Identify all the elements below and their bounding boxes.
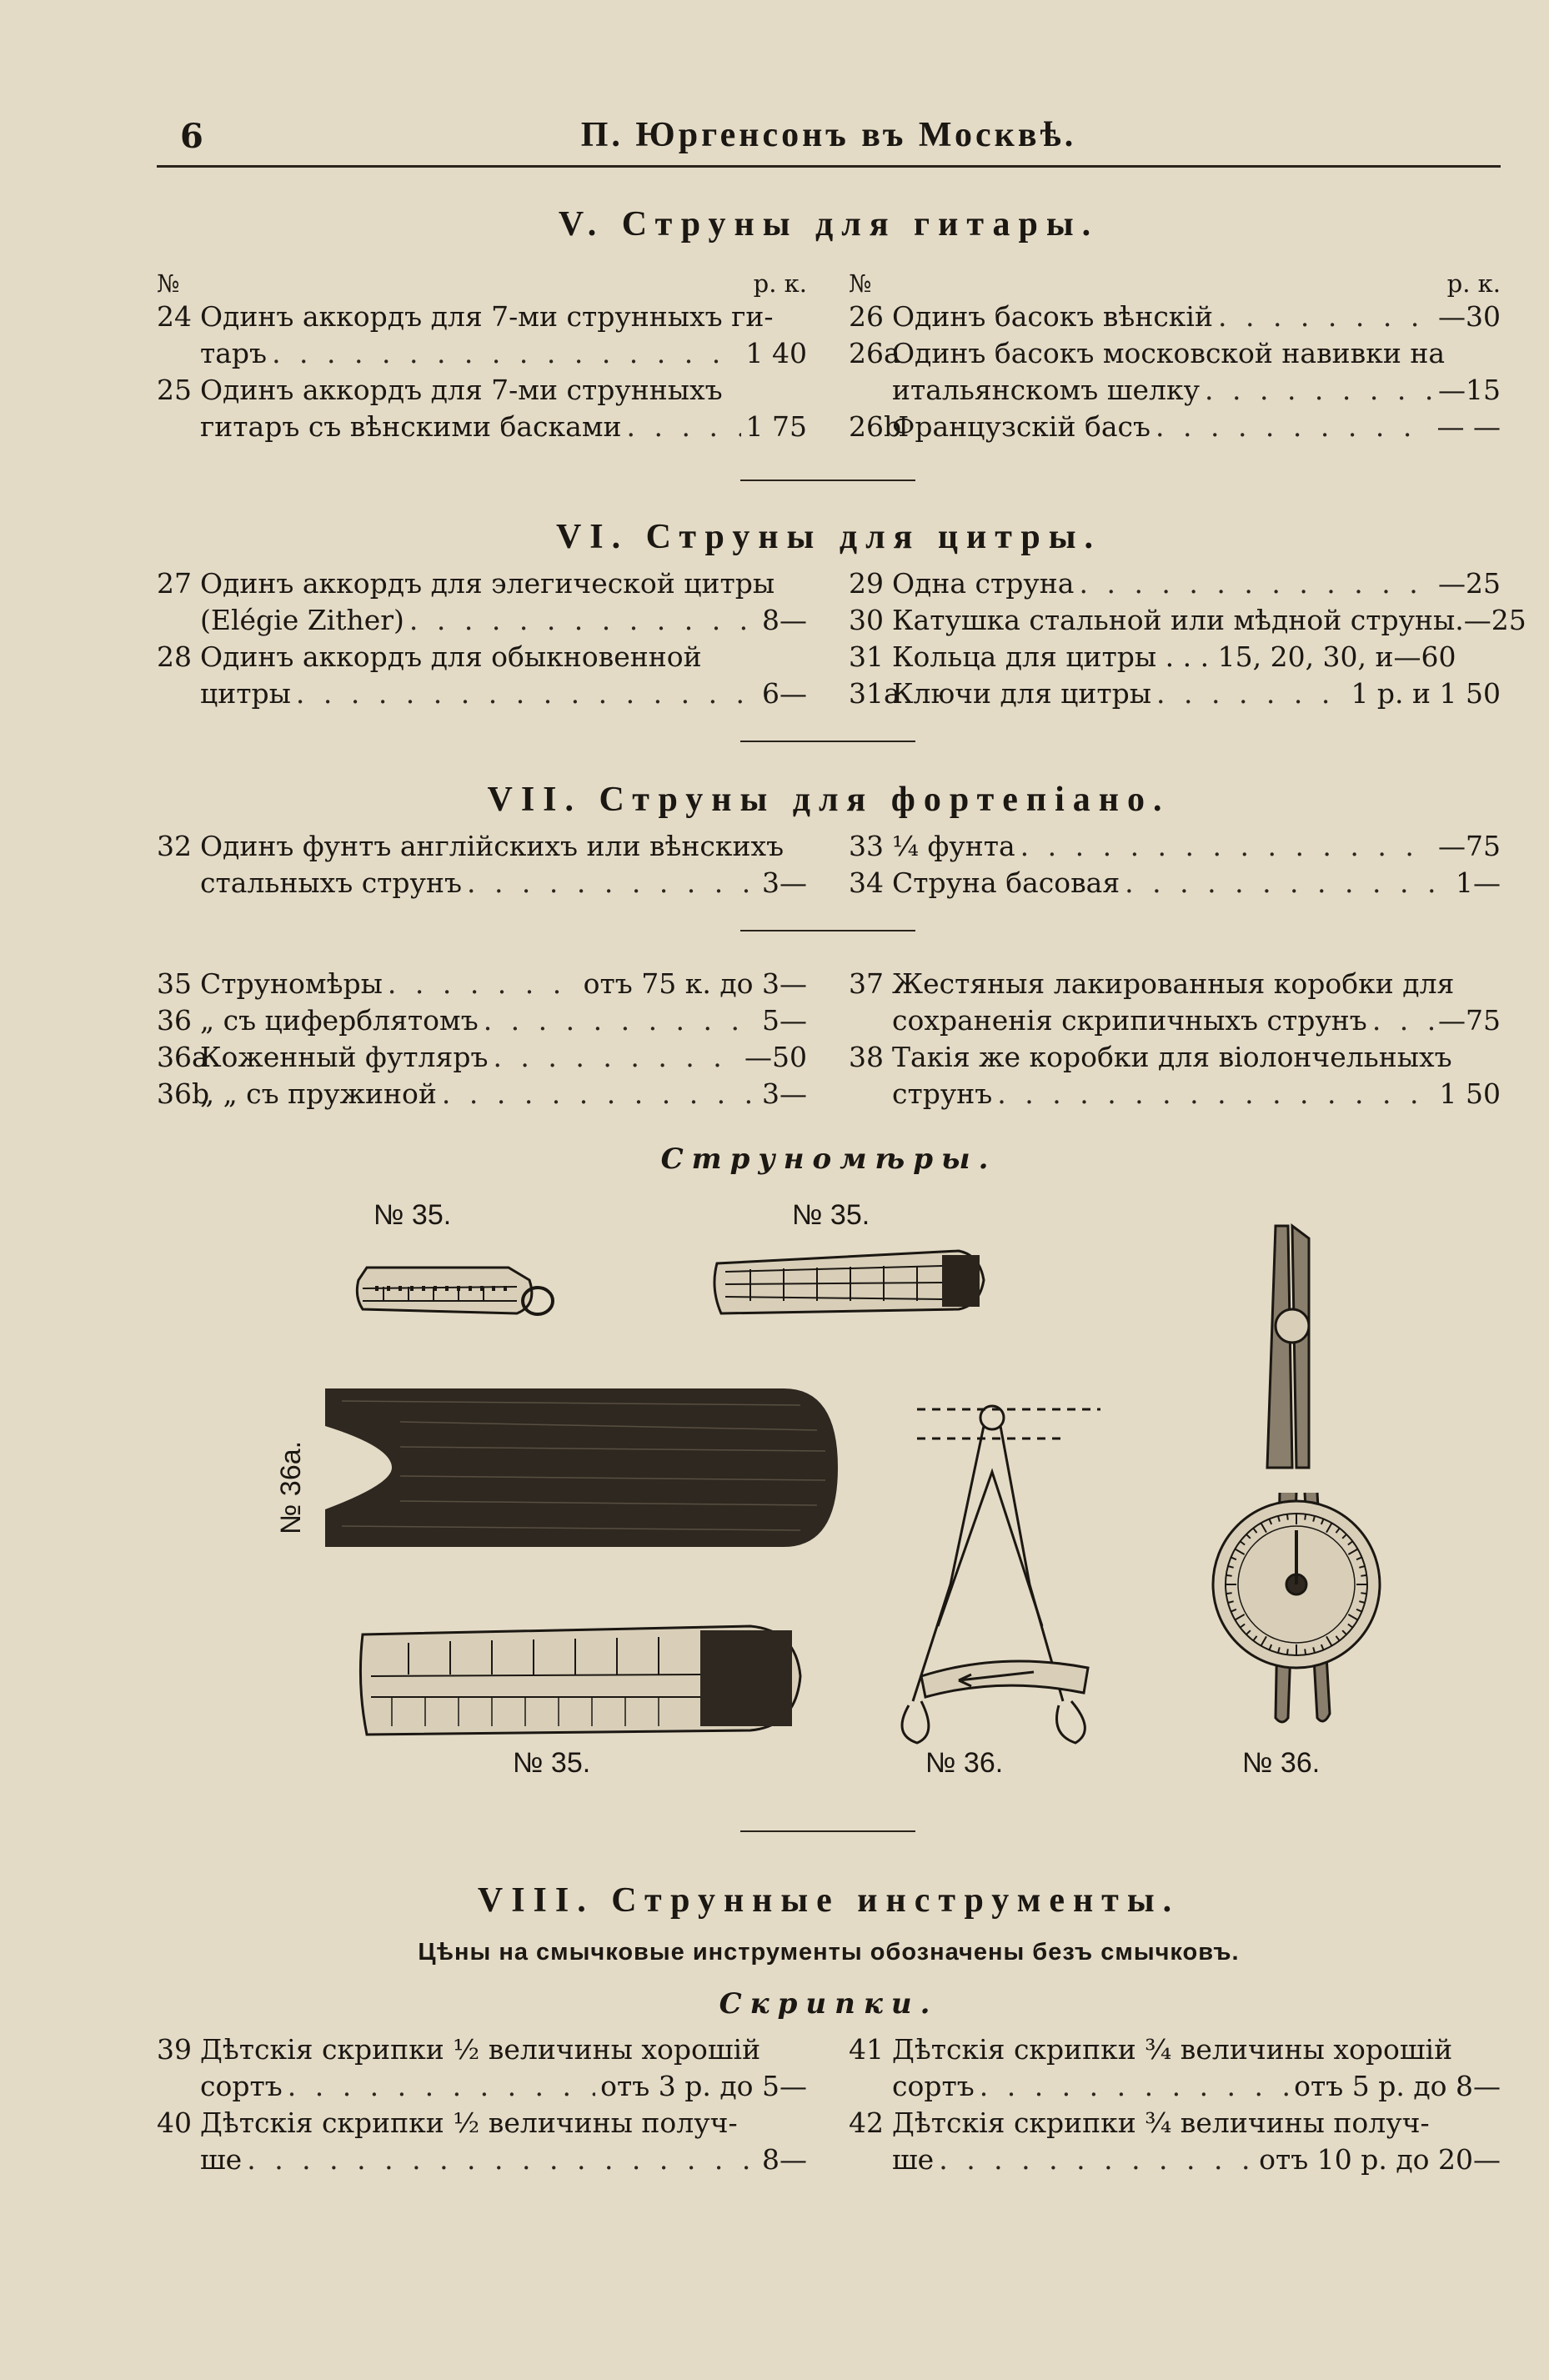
item-text: Одинъ аккордъ для элегической цитры — [200, 567, 775, 600]
item-price: отъ 75 к. до 3— — [583, 967, 807, 1000]
column-header-price: р. к. — [753, 269, 807, 298]
dial-tick — [1305, 1514, 1306, 1520]
column-header-num: № — [849, 269, 872, 298]
dial-tick — [1287, 1649, 1288, 1654]
caption-bottom-left: № 35. — [513, 1747, 591, 1779]
caption-top-middle: № 35. — [792, 1199, 870, 1231]
section-v-title: V. Струны для гитары. — [558, 205, 1100, 244]
caption-bottom-middle: № 36. — [925, 1747, 1004, 1779]
list-item — [157, 639, 807, 712]
item-text: Одна струна — [892, 567, 1075, 600]
item-text: Одинъ аккордъ для 7-ми струнныхъ ги- — [200, 300, 774, 333]
item-number: 31a — [849, 677, 900, 710]
dial-tick — [1361, 1593, 1366, 1594]
item-number: 42 — [849, 2106, 884, 2139]
violins-subtitle: Скрипки. — [719, 1987, 939, 2021]
item-text: Дѣтскія скрипки ¾ величины хорошій — [892, 2033, 1453, 2066]
item-text: (Elégie Zither) — [200, 604, 404, 636]
item-number: 25 — [157, 374, 192, 406]
dial-tick — [1305, 1649, 1306, 1654]
item-price: 8— — [762, 604, 807, 636]
item-text: „ „ съ пружиной — [200, 1077, 437, 1110]
section-vii-left-column — [157, 828, 807, 901]
column-header — [157, 265, 807, 299]
list-item — [157, 2105, 807, 2178]
section-viii-left-column — [157, 2031, 807, 2178]
item-text: Одинъ аккордъ для обыкновенной — [200, 640, 702, 673]
item-number: 27 — [157, 567, 192, 600]
section-v-right-column — [849, 265, 1501, 445]
item-text: Дѣтскія скрипки ¾ величины получ- — [892, 2106, 1430, 2139]
list-item — [157, 1039, 807, 1076]
section-vii-right-column — [849, 828, 1501, 901]
item-text: ше — [892, 2143, 935, 2176]
item-text: Струна басовая — [892, 866, 1120, 899]
item-price: 1 50 — [1439, 1077, 1501, 1110]
section-viii-title: VIII. Струнные инструменты. — [477, 1881, 1181, 1920]
list-item — [157, 372, 807, 445]
item-price: отъ 3 р. до 5— — [600, 2070, 807, 2102]
item-price: —50 — [744, 1041, 807, 1073]
item-text: Такія же коробки для віолончельныхъ — [892, 1041, 1452, 1073]
item-text: Коженный футляръ — [200, 1041, 489, 1073]
dial-gauge-illustration — [1184, 1218, 1409, 1751]
list-item — [849, 602, 1526, 639]
list-item — [849, 966, 1501, 1039]
item-text: Жестяныя лакированныя коробки для — [892, 967, 1455, 1000]
ruler-string-gauge-illustration — [709, 1234, 992, 1326]
section-vi-left-column — [157, 565, 807, 712]
caption-case-label: № 36а. — [275, 1440, 307, 1534]
list-item — [157, 299, 807, 372]
item-number: 32 — [157, 830, 192, 862]
item-price: —75 — [1438, 830, 1501, 862]
item-price: 1— — [1456, 866, 1501, 899]
item-text: сохраненія скрипичныхъ струнъ — [892, 1004, 1367, 1037]
item-price: —75 — [1438, 1004, 1501, 1037]
item-price: —25 — [1463, 604, 1526, 636]
item-number: 26b — [849, 410, 902, 443]
item-text: Кольца для цитры . . . 15, 20, 30, и — [892, 640, 1394, 673]
page-number: 6 — [180, 117, 203, 156]
item-text: струнъ — [892, 1077, 993, 1110]
item-number: 38 — [849, 1041, 884, 1073]
accessories-left-column — [157, 966, 807, 1112]
item-number: 41 — [849, 2033, 884, 2066]
list-item — [157, 828, 807, 901]
item-number: 36 — [157, 1004, 192, 1037]
item-number: 30 — [849, 604, 884, 636]
item-number: 36a — [157, 1041, 208, 1073]
item-price: —15 — [1438, 374, 1501, 406]
running-title: П. Юргенсонъ въ Москвѣ. — [580, 116, 1077, 154]
item-text: цитры — [200, 677, 291, 710]
list-item — [849, 639, 1501, 675]
item-price: 1 40 — [745, 337, 807, 369]
section-divider — [740, 741, 915, 742]
item-price: —60 — [1393, 640, 1456, 673]
item-price: 3— — [762, 866, 807, 899]
column-header — [849, 265, 1501, 299]
list-item — [849, 2031, 1501, 2105]
item-number: 33 — [849, 830, 884, 862]
illustration-title: Струномѣры. — [660, 1142, 997, 1176]
caption-top-left: № 35. — [373, 1199, 452, 1231]
item-number: 24 — [157, 300, 192, 333]
accessories-right-column — [849, 966, 1501, 1112]
list-item — [849, 2105, 1501, 2178]
list-item — [157, 1076, 807, 1112]
item-price: 8— — [762, 2143, 807, 2176]
item-price: отъ 10 р. до 20— — [1259, 2143, 1501, 2176]
list-item — [849, 1039, 1501, 1112]
section-divider — [740, 480, 915, 481]
list-item — [849, 675, 1501, 712]
item-price: —30 — [1438, 300, 1501, 333]
item-price: 1 р. и 1 50 — [1351, 677, 1501, 710]
list-item — [849, 565, 1501, 602]
list-item — [849, 828, 1501, 865]
item-price: 3— — [762, 1077, 807, 1110]
list-item — [157, 1002, 807, 1039]
item-text: сортъ — [200, 2070, 283, 2102]
dial-tick — [1226, 1593, 1232, 1594]
section-divider — [740, 930, 915, 931]
section-viii-note: Цѣны на смычковые инструменты обозначены безъ смычковъ. — [418, 1939, 1240, 1966]
item-number: 40 — [157, 2106, 192, 2139]
item-text: Одинъ аккордъ для 7-ми струнныхъ — [200, 374, 723, 406]
item-text: итальянскомъ шелку — [892, 374, 1201, 406]
section-viii-right-column — [849, 2031, 1501, 2178]
item-text: Одинъ фунтъ англійскихъ или вѣнскихъ — [200, 830, 785, 862]
item-number: 36b — [157, 1077, 210, 1110]
item-text: ше — [200, 2143, 243, 2176]
section-divider — [740, 1830, 915, 1832]
item-price: — — — [1436, 410, 1501, 443]
item-text: сортъ — [892, 2070, 975, 2102]
list-item — [849, 335, 1501, 409]
list-item — [849, 865, 1501, 901]
item-number: 26 — [849, 300, 884, 333]
item-text: таръ — [200, 337, 268, 369]
dial-tick — [1361, 1575, 1366, 1576]
item-text: ¼ фунта — [892, 830, 1015, 862]
item-number: 34 — [849, 866, 884, 899]
column-header-price: р. к. — [1446, 269, 1501, 298]
item-price: 1 75 — [745, 410, 807, 443]
item-price: 6— — [762, 677, 807, 710]
item-number: 39 — [157, 2033, 192, 2066]
item-text: Одинъ басокъ московской навивки на — [892, 337, 1445, 369]
item-text: Дѣтскія скрипки ½ величины получ- — [200, 2106, 738, 2139]
item-text: Дѣтскія скрипки ½ величины хорошій — [200, 2033, 761, 2066]
item-price: 5— — [762, 1004, 807, 1037]
section-v-left-column — [157, 265, 807, 445]
dial-tick — [1226, 1575, 1232, 1576]
item-text: гитаръ съ вѣнскими басками — [200, 410, 622, 443]
item-number: 35 — [157, 967, 192, 1000]
leather-case-illustration — [317, 1384, 850, 1559]
item-number: 31 — [849, 640, 884, 673]
header-rule — [157, 165, 1501, 168]
page-header — [157, 108, 1501, 167]
item-text: Струномѣры — [200, 967, 383, 1000]
caliper-gauge-illustration — [859, 1376, 1125, 1751]
item-text: Ключи для цитры — [892, 677, 1151, 710]
item-price: —25 — [1438, 567, 1501, 600]
item-text: Французскій басъ — [892, 410, 1150, 443]
item-text: „ съ циферблятомъ — [200, 1004, 479, 1037]
large-ruler-gauge-illustration — [358, 1618, 809, 1743]
item-number: 37 — [849, 967, 884, 1000]
small-string-gauge-illustration — [350, 1255, 567, 1330]
dial-tick — [1287, 1514, 1288, 1520]
item-price: отъ 5 р. до 8— — [1294, 2070, 1501, 2102]
list-item — [849, 299, 1501, 335]
list-item — [157, 2031, 807, 2105]
column-header-num: № — [157, 269, 180, 298]
item-text: стальныхъ струнъ — [200, 866, 462, 899]
item-text: Катушка стальной или мѣдной струны. — [892, 604, 1464, 636]
list-item — [157, 565, 807, 639]
item-text: Одинъ басокъ вѣнскій — [892, 300, 1213, 333]
list-item — [157, 966, 807, 1002]
list-item — [849, 409, 1501, 445]
section-vii-title: VII. Струны для фортепіано. — [487, 781, 1171, 819]
section-vi-title: VI. Струны для цитры. — [555, 518, 1102, 556]
item-number: 29 — [849, 567, 884, 600]
caption-bottom-right: № 36. — [1242, 1747, 1321, 1779]
section-vi-right-column — [849, 565, 1526, 712]
item-number: 28 — [157, 640, 192, 673]
item-number: 26a — [849, 337, 900, 369]
